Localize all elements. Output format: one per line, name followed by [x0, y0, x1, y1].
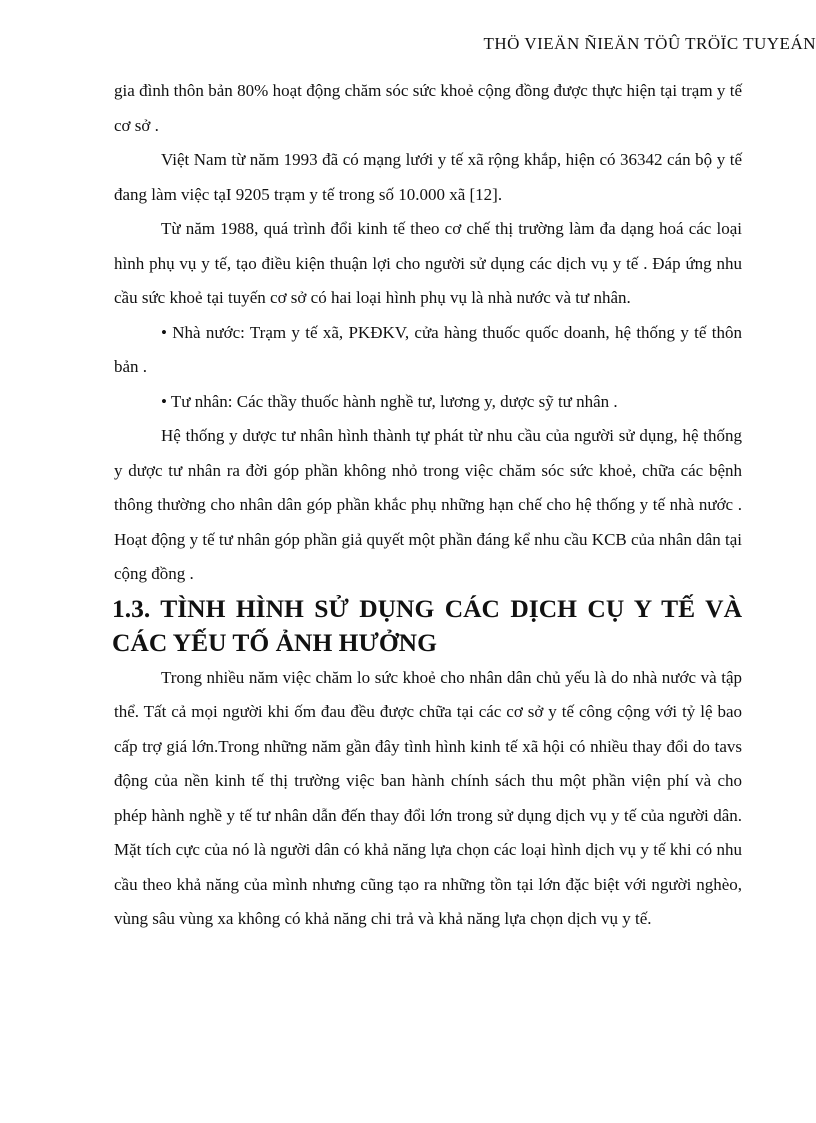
paragraph: gia đình thôn bản 80% hoạt động chăm sóc sức khoẻ cộng đồng được thực hiện tại trạm y tế cơ sở . — [114, 81, 742, 135]
bullet-paragraph: • Nhà nước: Trạm y tế xã, PKĐKV, cửa hàng thuốc quốc doanh, hệ thống y tế thôn bản . — [114, 322, 742, 376]
bullet-paragraph: • Tư nhân: Các thầy thuốc hành nghề tư, lương y, dược sỹ tư nhân . — [161, 391, 618, 411]
section-heading: 1.3. TÌNH HÌNH SỬ DỤNG CÁC DỊCH CỤ Y TẾ VÀ CÁC YẾU TỐ ẢNH HƯỞNG — [112, 593, 742, 657]
paragraph: Việt Nam từ năm 1993 đã có mạng lưới y tế xã rộng khắp, hiện có 36342 cán bộ y tế đang làm việc tạI 9205 trạm y tế trong số 10.000 xã [12]. — [114, 150, 742, 204]
running-header: THÖ VIEÄN ÑIEÄN TÖÛ TRÖÏC TUYEÁN — [483, 34, 816, 53]
paragraph: Trong nhiều năm việc chăm lo sức khoẻ cho nhân dân chủ yếu là do nhà nước và tập thể. Tất cả mọi người khi ốm đau đều được chữa tại các cơ sở y tế công cộng với tỷ lệ bao cấp trợ giá lớn.Trong những năm gần đây tình hình kinh tế xã hội có nhiều thay đổi do tavs động của nền kinh tế thị trường việc ban hành chính sách thu một phần viện phí và cho phép hành nghề y tế tư nhân dẫn đến thay đổi lớn trong sử dụng dịch vụ y tế của người dân. Mặt tích cực của nó là người dân có khả năng lựa chọn các loại hình dịch vụ y tế khi có nhu cầu theo khả năng của mình nhưng cũng tạo ra những tồn tại lớn đặc biệt với người nghèo, vùng sâu vùng xa không có khả năng chi trả và khả năng lựa chọn dịch vụ y tế. — [114, 667, 742, 928]
paragraph: Từ năm 1988, quá trình đổi kinh tế theo cơ chế thị trường làm đa dạng hoá các loại hình phụ vụ y tế, tạo điều kiện thuận lợi cho người sử dụng các dịch vụ y tế . Đáp ứng nhu cầu sức khoẻ tại tuyến cơ sở có hai loại hình phụ vụ là nhà nước và tư nhân. — [114, 219, 742, 307]
paragraph: Hệ thống y dược tư nhân hình thành tự phát từ nhu cầu của người sử dụng, hệ thống y dược tư nhân ra đời góp phần không nhỏ trong việc chăm sóc sức khoẻ, chữa các bệnh thông thường cho nhân dân góp phần khắc phụ những hạn chế cho hệ thống y tế nhà nước . Hoạt động y tế tư nhân góp phần giả quyết một phần đáng kể nhu cầu KCB của nhân dân tại cộng đồng . — [114, 426, 742, 583]
document-body — [114, 74, 742, 937]
